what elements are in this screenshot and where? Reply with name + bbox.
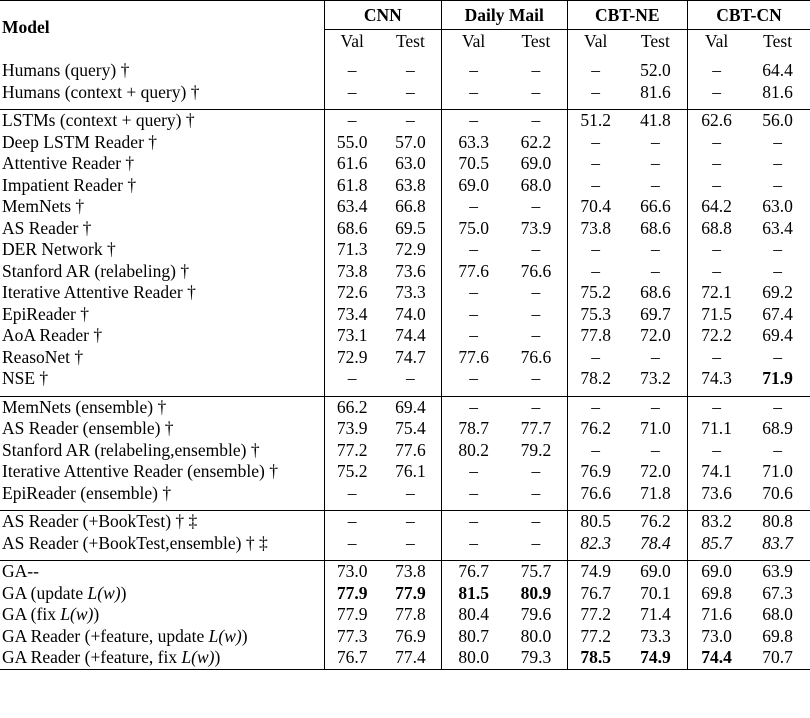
model-name-prefix: GA (fix: [2, 604, 61, 624]
table-row: [0, 196, 810, 218]
value-cell: 72.9: [324, 347, 380, 369]
value-cell: –: [324, 533, 380, 555]
model-name-suffix: ): [120, 582, 127, 603]
table-row: [0, 368, 810, 390]
value-cell: 70.7: [745, 647, 810, 669]
value-cell: –: [687, 132, 745, 154]
value-cell: –: [567, 175, 624, 197]
table-row: [0, 440, 810, 462]
value-cell: –: [687, 440, 745, 462]
value-cell: –: [324, 60, 380, 82]
table-row: [0, 325, 810, 347]
value-cell: –: [505, 110, 567, 132]
value-cell: 69.2: [762, 282, 793, 302]
value-cell: 56.0: [745, 110, 810, 132]
value-cell: 63.4: [324, 196, 380, 218]
table-row: [0, 132, 810, 154]
model-name-cell: DER Network †: [2, 239, 116, 259]
model-name-cell: GA--: [0, 561, 324, 583]
value-cell: 80.4: [442, 604, 506, 626]
value-cell: 63.3: [442, 132, 506, 154]
table-row: [0, 511, 810, 533]
model-name-cell: Stanford AR (relabeling,ensemble) †: [2, 439, 260, 460]
sub-header: Val: [324, 30, 380, 55]
value-cell: –: [567, 60, 624, 82]
value-cell: 73.8: [567, 218, 624, 240]
value-cell: –: [442, 483, 506, 505]
value-cell: 79.2: [520, 439, 552, 460]
value-cell: 73.1: [324, 325, 380, 347]
value-cell: 77.2: [567, 604, 624, 626]
table-row: [0, 282, 810, 304]
value-cell: 71.9: [762, 368, 793, 388]
value-cell: –: [442, 368, 506, 390]
value-cell: 76.7: [442, 561, 506, 583]
value-cell: 73.9: [324, 418, 380, 440]
table-row: [0, 239, 810, 261]
value-cell: 66.6: [640, 196, 671, 216]
value-cell: 77.6: [395, 439, 426, 460]
value-cell: 75.4: [395, 418, 426, 438]
value-cell: –: [651, 346, 660, 367]
value-cell: 63.4: [762, 217, 793, 238]
value-cell: –: [380, 511, 442, 533]
value-cell: 72.0: [640, 325, 671, 345]
table-row: [0, 533, 810, 555]
model-name-cell: Impatient Reader †: [2, 174, 137, 195]
header-group-row: [0, 1, 810, 30]
value-cell: 80.7: [442, 626, 506, 648]
value-cell: 77.9: [324, 604, 380, 626]
value-cell: 69.4: [380, 396, 442, 418]
value-cell: 71.3: [324, 239, 380, 261]
value-cell: –: [442, 282, 506, 304]
table-row: [0, 604, 810, 626]
sub-header: Test: [380, 30, 442, 55]
value-cell: 76.6: [520, 346, 552, 367]
model-name-cell: [0, 604, 324, 626]
value-cell: –: [324, 110, 380, 132]
group-header-daily-mail: Daily Mail: [442, 1, 568, 30]
value-cell: 73.8: [324, 261, 380, 283]
sub-header: Test: [745, 30, 810, 55]
table-row: [0, 82, 810, 104]
value-cell: –: [687, 60, 745, 82]
value-cell: 80.5: [567, 511, 624, 533]
table-row: [0, 626, 810, 648]
value-cell: 75.7: [505, 561, 567, 583]
value-cell: 71.0: [640, 418, 671, 438]
value-cell: 63.0: [762, 196, 793, 216]
value-cell: 74.9: [567, 561, 624, 583]
value-cell: 76.7: [324, 647, 380, 669]
value-cell: –: [406, 532, 415, 553]
value-cell: 69.5: [395, 217, 426, 238]
table-row: [0, 461, 810, 483]
value-cell: 74.0: [395, 303, 426, 324]
value-cell: 77.8: [567, 325, 624, 347]
value-cell: –: [406, 60, 415, 80]
value-cell: 74.1: [687, 461, 745, 483]
value-cell: –: [442, 239, 506, 261]
sub-header: Test: [505, 30, 567, 55]
value-cell: –: [567, 440, 624, 462]
value-cell: –: [651, 153, 660, 173]
value-cell: 73.3: [640, 625, 671, 646]
value-cell: 76.6: [520, 260, 552, 281]
value-cell: 76.7: [567, 583, 624, 605]
value-cell: –: [531, 461, 541, 481]
model-name-cell: ReasoNet †: [2, 346, 84, 367]
value-cell: 75.3: [567, 304, 624, 326]
value-cell: –: [687, 396, 745, 418]
table-row: [0, 304, 810, 326]
value-cell: –: [687, 261, 745, 283]
value-cell: 70.1: [640, 582, 671, 603]
model-name-cell: EpiReader †: [2, 303, 89, 324]
value-cell: 77.6: [442, 347, 506, 369]
value-cell: 57.0: [395, 131, 426, 152]
value-cell: 79.6: [520, 604, 552, 624]
value-cell: 55.0: [324, 132, 380, 154]
value-cell: 72.1: [687, 282, 745, 304]
table-row: [0, 561, 810, 583]
value-cell: 76.6: [567, 483, 624, 505]
value-cell: –: [745, 396, 810, 418]
value-cell: 71.1: [687, 418, 745, 440]
value-cell: 69.0: [520, 153, 552, 173]
value-cell: –: [505, 396, 567, 418]
value-cell: 76.1: [395, 461, 426, 481]
table-row: [0, 175, 810, 197]
value-cell: –: [773, 346, 782, 367]
value-cell: 73.9: [520, 217, 552, 238]
model-name-cell: AS Reader †: [2, 217, 92, 238]
value-cell: 78.5: [567, 647, 624, 669]
value-cell: –: [531, 60, 541, 80]
value-cell: 77.9: [395, 582, 426, 603]
value-cell: –: [442, 396, 506, 418]
value-cell: 69.0: [624, 561, 688, 583]
value-cell: –: [773, 174, 782, 195]
value-cell: –: [380, 110, 442, 132]
model-name-cell: AoA Reader †: [2, 325, 103, 345]
model-name-cell: Attentive Reader †: [2, 153, 135, 173]
value-cell: 77.4: [380, 647, 442, 669]
value-cell: 67.4: [762, 303, 793, 324]
value-cell: –: [406, 482, 415, 503]
value-cell: 68.0: [762, 604, 793, 624]
value-cell: 73.8: [380, 561, 442, 583]
value-cell: 51.2: [567, 110, 624, 132]
sub-header: Val: [687, 30, 745, 55]
value-cell: 82.3: [567, 533, 624, 555]
value-cell: 61.8: [324, 175, 380, 197]
value-cell: 73.3: [395, 282, 426, 302]
model-name-cell: [0, 583, 324, 605]
value-cell: –: [442, 82, 506, 104]
value-cell: –: [651, 439, 660, 460]
value-cell: 76.2: [624, 511, 688, 533]
model-name-cell: Iterative Attentive Reader †: [2, 282, 196, 302]
value-cell: 73.0: [324, 561, 380, 583]
model-name-math: L(w): [60, 604, 94, 624]
model-name-suffix: ): [93, 604, 100, 624]
value-cell: –: [442, 196, 506, 218]
value-cell: –: [773, 153, 782, 173]
model-name-cell: MemNets (ensemble) †: [0, 396, 324, 418]
value-cell: 78.2: [567, 368, 624, 390]
value-cell: 68.8: [687, 218, 745, 240]
value-cell: 73.6: [395, 260, 426, 281]
value-cell: 69.4: [762, 325, 793, 345]
value-cell: 77.6: [442, 261, 506, 283]
value-cell: –: [651, 131, 660, 152]
value-cell: 85.7: [687, 533, 745, 555]
table-row: [0, 483, 810, 505]
value-cell: 80.9: [520, 582, 552, 603]
value-cell: –: [531, 196, 541, 216]
value-cell: –: [567, 347, 624, 369]
value-cell: 83.2: [687, 511, 745, 533]
model-name-prefix: GA Reader (+feature, update: [2, 625, 209, 646]
value-cell: 75.0: [442, 218, 506, 240]
model-name-cell: Deep LSTM Reader †: [2, 131, 158, 152]
value-cell: 78.7: [442, 418, 506, 440]
value-cell: 71.8: [640, 482, 671, 503]
value-cell: 80.0: [520, 625, 552, 646]
value-cell: –: [531, 368, 541, 388]
value-cell: 80.0: [442, 647, 506, 669]
value-cell: –: [442, 461, 506, 483]
value-cell: –: [567, 396, 624, 418]
value-cell: 73.4: [324, 304, 380, 326]
model-name-prefix: GA Reader (+feature, fix: [2, 647, 182, 667]
table-row: [0, 153, 810, 175]
value-cell: –: [651, 239, 660, 259]
value-cell: 75.2: [567, 282, 624, 304]
value-cell: 52.0: [640, 60, 671, 80]
model-name-math: L(w): [208, 625, 242, 646]
value-cell: –: [324, 82, 380, 104]
value-cell: –: [442, 325, 506, 347]
value-cell: –: [442, 533, 506, 555]
model-name-cell: NSE †: [2, 368, 49, 388]
value-cell: 69.7: [640, 303, 671, 324]
value-cell: 77.8: [395, 604, 426, 624]
model-name-cell: Humans (context + query) †: [2, 81, 200, 102]
value-cell: 71.0: [762, 461, 793, 481]
model-name-prefix: GA (update: [2, 582, 88, 603]
value-cell: –: [531, 325, 541, 345]
value-cell: 77.2: [567, 626, 624, 648]
value-cell: 71.6: [687, 604, 745, 626]
model-name-math: L(w): [87, 582, 121, 603]
value-cell: –: [567, 239, 624, 261]
group-header-cnn: CNN: [324, 1, 441, 30]
value-cell: 70.5: [442, 153, 506, 175]
value-cell: –: [324, 483, 380, 505]
model-name-suffix: ): [241, 625, 248, 646]
value-cell: –: [567, 82, 624, 104]
value-cell: 69.8: [762, 625, 793, 646]
value-cell: –: [567, 153, 624, 175]
value-cell: 75.2: [324, 461, 380, 483]
value-cell: 73.2: [640, 368, 671, 388]
model-name-cell: AS Reader (ensemble) †: [2, 418, 174, 438]
value-cell: 63.8: [395, 174, 426, 195]
table-row: [0, 261, 810, 283]
value-cell: 76.9: [395, 625, 426, 646]
value-cell: 68.9: [762, 418, 793, 438]
value-cell: –: [687, 153, 745, 175]
value-cell: 41.8: [624, 110, 688, 132]
value-cell: 68.6: [640, 282, 671, 302]
group-header-cbt-cn: CBT-CN: [687, 1, 810, 30]
table-row: [0, 347, 810, 369]
table-row: [0, 218, 810, 240]
value-cell: –: [773, 439, 782, 460]
value-cell: 68.6: [640, 217, 671, 238]
value-cell: 72.9: [395, 239, 426, 259]
value-cell: –: [773, 260, 782, 281]
value-cell: –: [531, 239, 541, 259]
value-cell: –: [442, 304, 506, 326]
value-cell: 63.9: [745, 561, 810, 583]
value-cell: –: [324, 511, 380, 533]
value-cell: 72.2: [687, 325, 745, 347]
value-cell: 66.2: [324, 396, 380, 418]
value-cell: 77.2: [324, 440, 380, 462]
value-cell: 67.3: [762, 582, 793, 603]
value-cell: 62.2: [520, 131, 552, 152]
value-cell: –: [687, 82, 745, 104]
model-name-cell: EpiReader (ensemble) †: [2, 482, 172, 503]
value-cell: 66.8: [395, 196, 426, 216]
value-cell: 78.4: [640, 532, 671, 553]
sub-header: Val: [442, 30, 506, 55]
value-cell: 80.2: [442, 440, 506, 462]
value-cell: 71.4: [640, 604, 671, 624]
value-cell: 71.5: [687, 304, 745, 326]
value-cell: 74.4: [395, 325, 426, 345]
value-cell: 62.6: [687, 110, 745, 132]
value-cell: 64.4: [762, 60, 793, 80]
model-name-cell: AS Reader (+BookTest,ensemble) † ‡: [2, 532, 268, 553]
model-name-cell: AS Reader (+BookTest) † ‡: [0, 511, 324, 533]
table-row: [0, 418, 810, 440]
value-cell: –: [624, 396, 688, 418]
value-cell: 72.0: [640, 461, 671, 481]
value-cell: 68.0: [520, 174, 552, 195]
value-cell: –: [567, 261, 624, 283]
table-body: [0, 54, 810, 669]
value-cell: 63.0: [395, 153, 426, 173]
value-cell: –: [442, 511, 506, 533]
value-cell: 64.2: [687, 196, 745, 218]
value-cell: 76.9: [567, 461, 624, 483]
model-name-cell: [0, 647, 324, 669]
value-cell: 69.0: [442, 175, 506, 197]
value-cell: –: [324, 368, 380, 390]
value-cell: –: [567, 132, 624, 154]
model-name-math: L(w): [181, 647, 215, 667]
value-cell: –: [531, 303, 541, 324]
value-cell: 70.6: [762, 482, 793, 503]
value-cell: 81.6: [762, 81, 793, 102]
table-row: [0, 583, 810, 605]
value-cell: –: [687, 239, 745, 261]
model-name-cell: LSTMs (context + query) †: [0, 110, 324, 132]
model-column-header: Model: [0, 1, 324, 55]
value-cell: 77.7: [520, 418, 552, 438]
model-name-cell: [0, 626, 324, 648]
value-cell: –: [773, 131, 782, 152]
model-name-cell: Stanford AR (relabeling) †: [2, 260, 190, 281]
value-cell: 77.3: [324, 626, 380, 648]
value-cell: 81.5: [442, 583, 506, 605]
value-cell: 74.7: [395, 346, 426, 367]
value-cell: 68.6: [324, 218, 380, 240]
value-cell: 70.4: [567, 196, 624, 218]
model-name-cell: Humans (query) †: [2, 60, 130, 80]
value-cell: –: [442, 110, 506, 132]
value-cell: 73.6: [687, 483, 745, 505]
value-cell: 83.7: [762, 532, 793, 553]
value-cell: –: [531, 81, 541, 102]
value-cell: 80.8: [745, 511, 810, 533]
value-cell: –: [651, 174, 660, 195]
value-cell: 76.2: [567, 418, 624, 440]
table-row: [0, 647, 810, 669]
table-row: [0, 396, 810, 418]
value-cell: –: [406, 81, 415, 102]
sub-header: Test: [624, 30, 688, 55]
value-cell: –: [531, 482, 541, 503]
table-row: [0, 60, 810, 82]
model-name-cell: MemNets †: [2, 196, 85, 216]
value-cell: –: [651, 260, 660, 281]
value-cell: 74.3: [687, 368, 745, 390]
group-header-cbt-ne: CBT-NE: [567, 1, 687, 30]
value-cell: 72.6: [324, 282, 380, 304]
value-cell: 73.0: [687, 626, 745, 648]
value-cell: –: [531, 282, 541, 302]
value-cell: 61.6: [324, 153, 380, 175]
value-cell: 74.9: [624, 647, 688, 669]
table-row: [0, 110, 810, 132]
value-cell: –: [406, 368, 415, 388]
value-cell: 69.8: [687, 583, 745, 605]
value-cell: 81.6: [640, 81, 671, 102]
value-cell: 79.3: [505, 647, 567, 669]
value-cell: –: [505, 511, 567, 533]
value-cell: 69.0: [687, 561, 745, 583]
value-cell: –: [687, 347, 745, 369]
model-name-suffix: ): [214, 647, 221, 667]
value-cell: –: [442, 60, 506, 82]
sub-header: Val: [567, 30, 624, 55]
value-cell: –: [531, 532, 541, 553]
value-cell: –: [687, 175, 745, 197]
value-cell: –: [773, 239, 782, 259]
value-cell: 74.4: [687, 647, 745, 669]
model-name-cell: Iterative Attentive Reader (ensemble) †: [2, 461, 278, 481]
value-cell: 77.9: [324, 583, 380, 605]
